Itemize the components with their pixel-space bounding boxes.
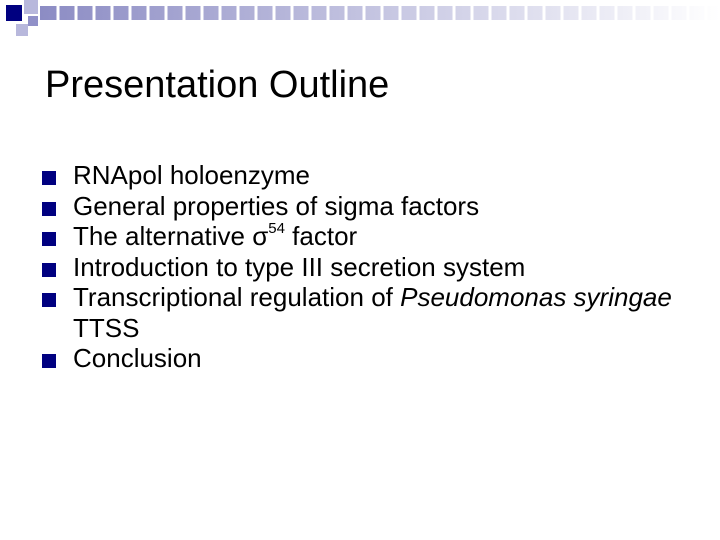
slide-title: Presentation Outline	[45, 64, 390, 106]
bullet-text: General properties of sigma factors	[73, 190, 480, 221]
bullet-item	[42, 191, 702, 222]
square-bullet-icon	[42, 171, 56, 185]
corner-square-light-bottom	[16, 24, 28, 36]
bullet-text: Introduction to type III secretion system	[73, 251, 526, 282]
bullet-text: Transcriptional regulation of	[73, 282, 401, 312]
bullet-text-tail: TTSS	[73, 312, 140, 343]
corner-square-dark	[6, 5, 22, 21]
square-bullet-icon	[42, 263, 56, 277]
square-bullet-icon	[42, 202, 56, 216]
bullet-item	[42, 282, 702, 343]
species-name: Pseudomonas syringae	[400, 282, 672, 312]
square-bullet-icon	[42, 293, 56, 307]
bullet-item	[42, 160, 702, 191]
bullet-text: Conclusion	[73, 343, 202, 373]
bullet-list	[42, 160, 702, 374]
header-gradient-bar	[40, 6, 720, 20]
bullet-item	[42, 221, 702, 252]
bullet-item	[42, 343, 702, 374]
bullet-text: RNApol holoenzyme	[73, 160, 311, 190]
corner-square-mid	[28, 16, 38, 26]
bullet-text: The alternative σ	[73, 221, 269, 251]
square-bullet-icon	[42, 354, 56, 368]
decorative-header-squares	[0, 0, 720, 50]
sigma-superscript: 54	[268, 220, 285, 238]
corner-square-light-top	[24, 0, 38, 14]
bullet-item	[42, 252, 702, 283]
bullet-text-tail: factor	[284, 221, 358, 251]
square-bullet-icon	[42, 232, 56, 246]
